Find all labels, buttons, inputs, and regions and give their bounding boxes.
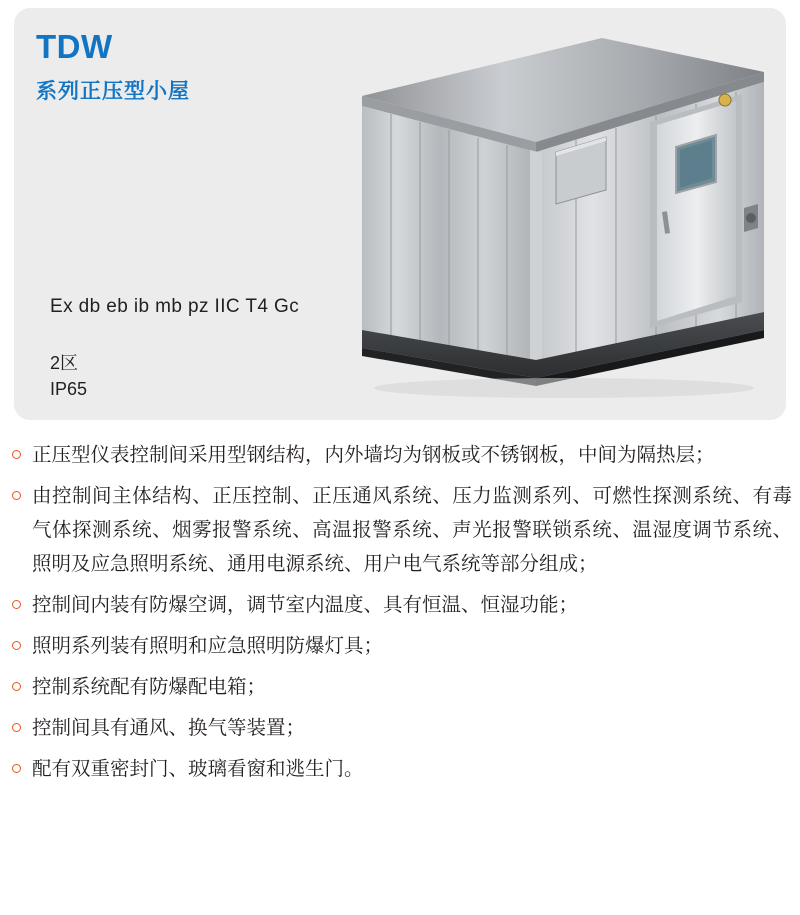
feature-list: [8, 438, 792, 793]
list-item-text: 照明系列装有照明和应急照明防爆灯具；: [32, 635, 384, 657]
list-item-text: 配有双重密封门、玻璃看窗和逃生门。: [32, 758, 364, 780]
product-photo: [344, 30, 774, 400]
list-item-text: 控制间内装有防爆空调，调节室内温度、具有恒温、恒湿功能；: [32, 594, 579, 616]
product-spec-block: [50, 296, 299, 402]
hazardous-zone: 2区: [50, 353, 79, 373]
product-title-block: [36, 30, 190, 105]
list-item: [8, 670, 792, 704]
list-item-text: 控制间具有通风、换气等装置；: [32, 717, 306, 739]
list-item: [8, 711, 792, 745]
bullet-circle-icon: [12, 723, 21, 732]
list-item-text: 由控制间主体结构、正压控制、正压通风系统、压力监测系列、可燃性探测系统、有毒气体探测系统、烟雾报警系统、高温报警系统、声光报警联锁系统、温湿度调节系统、照明及应急照明系统、通用电源系统、用户电气系统等部分组成；: [32, 485, 792, 575]
product-series: 系列正压型小屋: [36, 79, 190, 103]
bullet-circle-icon: [12, 764, 21, 773]
list-item: [8, 588, 792, 622]
list-item-text: 正压型仪表控制间采用型钢结构，内外墙均为钢板或不锈钢板，中间为隔热层；: [32, 444, 715, 466]
product-model: TDW: [36, 28, 113, 65]
list-item-text: 控制系统配有防爆配电箱；: [32, 676, 267, 698]
ex-rating-code: Ex db eb ib mb pz IIC T4 Gc: [50, 296, 300, 317]
list-item: [8, 479, 792, 581]
list-item: [8, 752, 792, 786]
list-item: [8, 629, 792, 663]
product-card: [14, 8, 786, 420]
bullet-circle-icon: [12, 491, 21, 500]
list-item: [8, 438, 792, 472]
bullet-circle-icon: [12, 641, 21, 650]
bullet-circle-icon: [12, 600, 21, 609]
bullet-circle-icon: [12, 682, 21, 691]
ip-rating: IP65: [50, 379, 88, 400]
bullet-circle-icon: [12, 450, 21, 459]
